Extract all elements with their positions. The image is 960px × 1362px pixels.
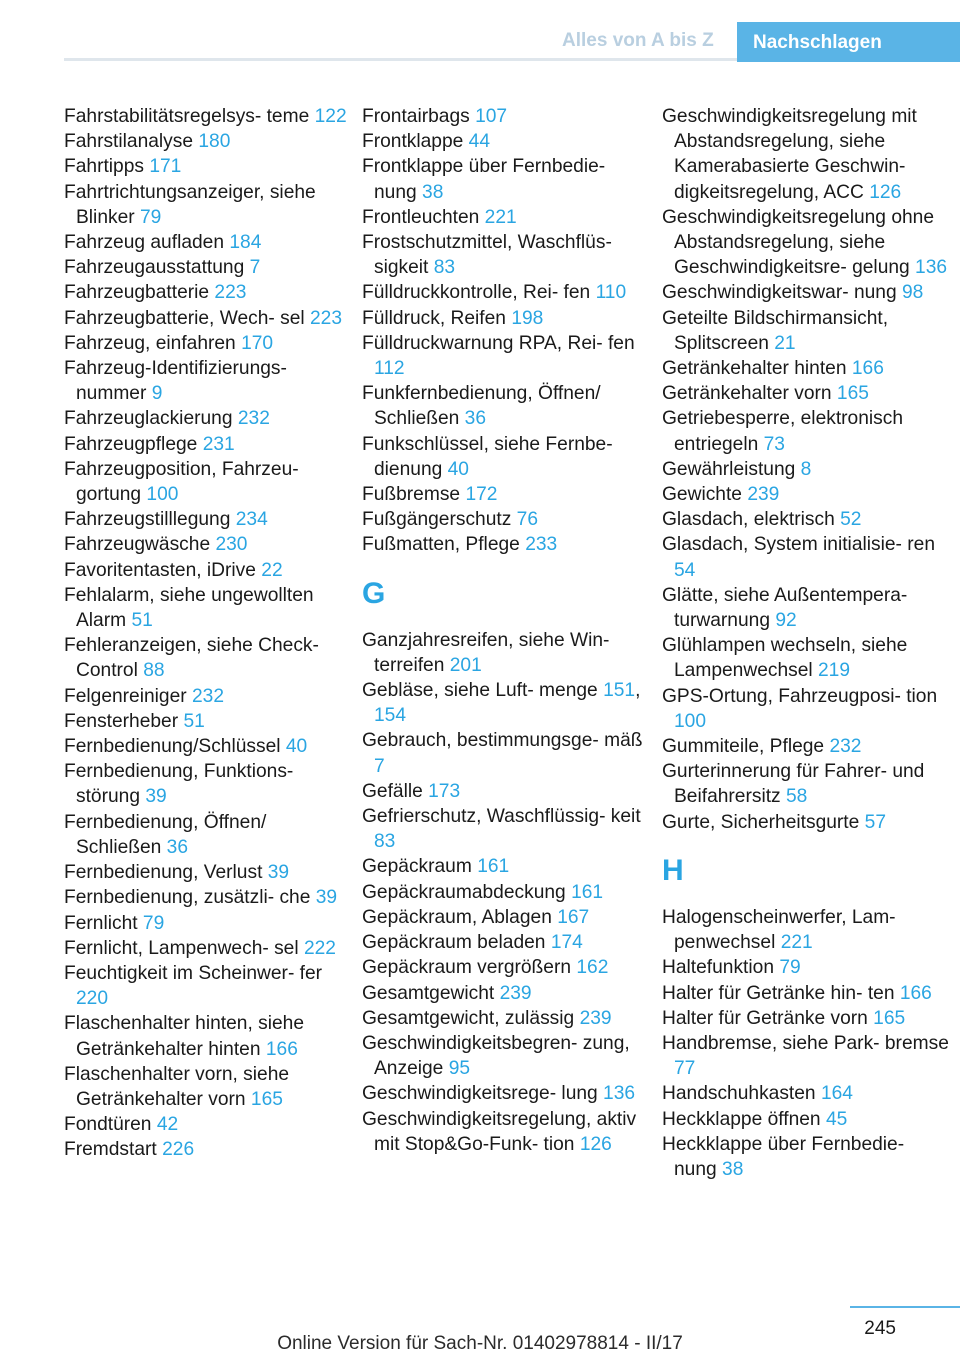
index-page-link[interactable]: 126 bbox=[579, 1133, 612, 1155]
index-entry-term: Gepäckraum, Ablagen bbox=[362, 906, 552, 928]
index-page-link[interactable]: 136 bbox=[603, 1083, 636, 1105]
index-page-link[interactable]: 165 bbox=[836, 383, 869, 405]
index-entry bbox=[64, 1112, 354, 1137]
index-entry-term: Fülldruckwarnung RPA, Rei- fen bbox=[362, 332, 635, 354]
index-entry-term: Funkschlüssel, siehe Fernbe- dienung bbox=[362, 433, 613, 480]
index-page-link[interactable]: 162 bbox=[576, 957, 609, 979]
index-entry bbox=[662, 532, 952, 582]
index-page-link[interactable]: 51 bbox=[183, 710, 205, 732]
index-entry-term: Geschwindigkeitsbegren- zung, Anzeige bbox=[362, 1032, 630, 1080]
index-entry-term: Frostschutzmittel, Waschflüs- sigkeit bbox=[362, 232, 612, 279]
index-page-link[interactable]: 88 bbox=[143, 660, 165, 682]
index-entry bbox=[64, 432, 354, 457]
index-page-link[interactable]: 57 bbox=[864, 811, 886, 833]
index-entry bbox=[662, 759, 952, 809]
index-entry bbox=[64, 759, 354, 809]
index-entry bbox=[64, 1062, 354, 1112]
index-entry bbox=[662, 684, 952, 734]
index-page-link[interactable]: 239 bbox=[747, 484, 780, 506]
index-page-link[interactable]: 110 bbox=[595, 282, 627, 304]
index-entry-term: Geschwindigkeitsregelung, aktiv mit Stop&Go-Funk- tion bbox=[362, 1108, 637, 1155]
index-entry bbox=[662, 905, 952, 955]
index-page-link[interactable]: 36 bbox=[464, 408, 487, 430]
index-entry-term: Fußgängerschutz bbox=[362, 509, 512, 531]
index-entry bbox=[362, 381, 652, 431]
index-entry-term: Glasdach, System initialisie- ren bbox=[662, 534, 935, 556]
header-section-title: Alles von A bis Z bbox=[562, 30, 714, 51]
index-entry bbox=[362, 779, 652, 804]
index-page-link[interactable]: 221 bbox=[484, 206, 517, 228]
index-page-link[interactable]: 174 bbox=[550, 932, 583, 954]
index-entry bbox=[64, 810, 354, 860]
index-page-link[interactable]: 92 bbox=[775, 610, 797, 632]
index-entry-term: Fahrzeug aufladen bbox=[64, 232, 225, 254]
index-entry-term: Glätte, siehe Außentempera- turwarnung bbox=[662, 584, 908, 632]
index-page-link[interactable]: 233 bbox=[525, 534, 558, 556]
index-entry bbox=[64, 154, 354, 179]
index-entry bbox=[64, 1011, 354, 1061]
index-entry bbox=[64, 129, 354, 154]
index-entry bbox=[64, 532, 354, 557]
index-entry bbox=[662, 356, 952, 381]
index-entry bbox=[662, 583, 952, 633]
index-entry bbox=[64, 961, 354, 1011]
index-page-link[interactable]: 165 bbox=[250, 1088, 283, 1110]
online-version-note: Online Version für Sach-Nr. 01402978814 - II/17 bbox=[277, 1333, 683, 1354]
index-page-link[interactable]: 164 bbox=[820, 1083, 853, 1105]
index-entry bbox=[362, 1006, 652, 1031]
index-page-link[interactable]: 79 bbox=[142, 912, 165, 934]
index-page-link[interactable]: 232 bbox=[192, 685, 225, 707]
index-entry-term: Fahrzeugpflege bbox=[64, 433, 198, 455]
index-entry-term: Fahrtipps bbox=[64, 156, 144, 178]
index-entry bbox=[64, 457, 354, 507]
header-chapter-label: Nachschlagen bbox=[753, 32, 882, 53]
index-entry bbox=[64, 709, 354, 734]
index-entry-term: Handbremse, siehe Park- bremse bbox=[662, 1032, 949, 1054]
index-letter-heading: G bbox=[362, 576, 386, 610]
index-entry-term: Fahrzeug, einfahren bbox=[64, 332, 236, 354]
header-chapter-tab bbox=[737, 22, 960, 62]
index-entry-term: Gurterinnerung für Fahrer- und Beifahrersitz bbox=[662, 761, 925, 808]
index-entry bbox=[64, 356, 354, 406]
index-entry-term: Fahrzeugwäsche bbox=[64, 534, 211, 556]
index-entry bbox=[662, 482, 952, 507]
index-page-link[interactable]: 54 bbox=[674, 559, 696, 581]
index-entry-term: Gefälle bbox=[362, 780, 423, 802]
index-entry-term: Feuchtigkeit im Scheinwer- fer bbox=[64, 962, 323, 984]
index-entry-term: Getränkehalter vorn bbox=[662, 383, 832, 405]
index-page-link[interactable]: 73 bbox=[763, 433, 785, 455]
index-entry-term: Gummiteile, Pflege bbox=[662, 736, 825, 758]
index-page-link[interactable]: 9 bbox=[151, 383, 163, 405]
index-entry-term: Haltefunktion bbox=[662, 957, 774, 979]
index-entry bbox=[64, 633, 354, 683]
index-page-link[interactable]: 161 bbox=[571, 881, 604, 903]
index-entry-term: Gepäckraum vergrößern bbox=[362, 957, 572, 979]
index-page-link[interactable]: 39 bbox=[315, 887, 338, 909]
index-entry-term: Frontleuchten bbox=[362, 206, 480, 228]
index-page-link[interactable]: 22 bbox=[261, 559, 283, 581]
index-entry bbox=[662, 406, 952, 456]
index-entry-term: Handschuhkasten bbox=[662, 1083, 816, 1105]
index-entry bbox=[662, 457, 952, 482]
index-entry-term: Fernlicht bbox=[64, 912, 138, 934]
index-entry-term: Frontklappe bbox=[362, 131, 464, 153]
index-page-link[interactable]: 180 bbox=[198, 131, 231, 153]
index-column-2 bbox=[362, 104, 652, 1157]
index-entry-term: Fülldruck, Reifen bbox=[362, 307, 506, 329]
index-page-link[interactable]: 7 bbox=[374, 755, 385, 777]
index-page-link[interactable]: 166 bbox=[851, 358, 884, 380]
index-entry-term: Fehlalarm, siehe ungewollten Alarm bbox=[64, 584, 314, 632]
index-page-link[interactable]: 223 bbox=[214, 282, 247, 304]
index-page-link[interactable]: 38 bbox=[722, 1158, 744, 1180]
index-page-link[interactable]: 79 bbox=[140, 206, 162, 228]
index-entry bbox=[662, 205, 952, 281]
index-column-3 bbox=[662, 104, 952, 1182]
index-entry-term: Gebrauch, bestimmungsge- mäß bbox=[362, 730, 643, 752]
index-entry bbox=[362, 628, 652, 678]
index-entry bbox=[64, 1137, 354, 1162]
index-entry-term: Fülldruckkontrolle, Rei- fen bbox=[362, 282, 591, 304]
index-page-link[interactable]: 77 bbox=[674, 1058, 696, 1080]
index-page-link[interactable]: 170 bbox=[241, 332, 274, 354]
index-page-link[interactable]: 40 bbox=[447, 458, 469, 480]
index-entry bbox=[662, 633, 952, 683]
index-entry-term: Fahrzeugbatterie bbox=[64, 282, 210, 304]
index-entry bbox=[362, 154, 652, 204]
index-page-link[interactable]: 171 bbox=[149, 156, 182, 178]
index-entry-term: Fernbedienung, Verlust bbox=[64, 862, 263, 884]
index-entry-term: Getriebesperre, elektronisch entriegeln bbox=[662, 408, 904, 455]
index-page-link[interactable]: 83 bbox=[374, 831, 396, 853]
index-page-link[interactable]: 167 bbox=[557, 906, 590, 928]
index-entry-term: Glasdach, elektrisch bbox=[662, 509, 835, 531]
index-entry bbox=[662, 1031, 952, 1081]
index-entry bbox=[362, 104, 652, 129]
index-page-link[interactable]: 136 bbox=[915, 257, 948, 279]
index-page-link[interactable]: 36 bbox=[166, 836, 189, 858]
index-entry-term: Gepäckraum bbox=[362, 856, 472, 878]
index-entry-term: Heckklappe über Fernbedie- nung bbox=[662, 1133, 905, 1180]
index-entry-term: Getränkehalter hinten bbox=[662, 358, 847, 380]
index-entry-term: Fußbremse bbox=[362, 484, 461, 506]
index-page-link[interactable]: 95 bbox=[448, 1058, 471, 1080]
index-page-link[interactable]: 40 bbox=[285, 736, 308, 758]
index-entry-term: Fondtüren bbox=[64, 1114, 152, 1136]
index-page-link[interactable]: 201 bbox=[449, 654, 482, 676]
index-entry-term: Fußmatten, Pflege bbox=[362, 534, 520, 556]
index-entry bbox=[662, 381, 952, 406]
index-entry bbox=[362, 804, 652, 854]
index-entry-term: Fahrzeugposition, Fahrzeu- gortung bbox=[64, 458, 299, 506]
index-entry bbox=[64, 180, 354, 230]
index-entry-term: Fahrstilanalyse bbox=[64, 131, 194, 153]
index-page-link[interactable]: 7 bbox=[249, 257, 261, 279]
index-entry bbox=[662, 1006, 952, 1031]
index-page-link[interactable]: 44 bbox=[468, 131, 491, 153]
footer-rule bbox=[850, 1306, 960, 1308]
index-entry bbox=[662, 1081, 952, 1106]
index-page-link[interactable]: 107 bbox=[475, 106, 508, 127]
index-entry-term: Favoritentasten, iDrive bbox=[64, 559, 256, 581]
index-entry-term: Fahrzeug-Identifizierungs- nummer bbox=[64, 358, 287, 405]
index-entry bbox=[662, 810, 952, 835]
index-page-link[interactable]: 45 bbox=[825, 1108, 848, 1130]
index-page-link[interactable]: 42 bbox=[156, 1114, 179, 1136]
index-page-link[interactable]: 231 bbox=[202, 433, 235, 455]
index-entry bbox=[64, 734, 354, 759]
index-entry bbox=[662, 104, 952, 205]
index-entry-term: Fehleranzeigen, siehe Check- Control bbox=[64, 635, 319, 682]
index-entry bbox=[362, 306, 652, 331]
index-page-link[interactable]: 100 bbox=[146, 484, 179, 506]
index-page-link[interactable]: 184 bbox=[229, 232, 262, 254]
index-page-link[interactable]: 83 bbox=[433, 257, 456, 279]
index-entry bbox=[662, 955, 952, 980]
index-page-link[interactable]: 100 bbox=[674, 710, 707, 732]
index-page-link[interactable]: 112 bbox=[374, 358, 405, 380]
index-entry-term: Halogenscheinwerfer, Lam- penwechsel bbox=[662, 906, 896, 954]
index-entry-term: Felgenreiniger bbox=[64, 685, 187, 707]
index-entry-term: Fahrzeugausstattung bbox=[64, 257, 245, 279]
index-page-link[interactable]: 51 bbox=[131, 610, 153, 632]
index-entry-term: Funkfernbedienung, Öffnen/ Schließen bbox=[362, 383, 601, 430]
index-entry-term: Fernbedienung/Schlüssel bbox=[64, 736, 281, 758]
index-entry bbox=[662, 280, 952, 305]
index-entry-term: Fahrstabilitätsregelsys- teme bbox=[64, 106, 310, 127]
index-entry-term: Geschwindigkeitsregelung mit Abstandsregelung, siehe Kamerabasierte Geschwin- digkeitsregelung, ACC bbox=[662, 106, 917, 203]
index-entry bbox=[362, 955, 652, 980]
index-entry bbox=[64, 331, 354, 356]
index-entry-term: Glühlampen wechseln, siehe Lampenwechsel bbox=[662, 635, 908, 682]
index-entry bbox=[64, 911, 354, 936]
index-page-link[interactable]: 98 bbox=[901, 282, 924, 304]
index-page-link[interactable]: 226 bbox=[162, 1139, 195, 1161]
index-page-link[interactable]: 122 bbox=[314, 106, 347, 127]
index-page-link[interactable]: 232 bbox=[237, 408, 270, 430]
index-entry bbox=[64, 684, 354, 709]
index-entry bbox=[662, 1107, 952, 1132]
index-entry bbox=[64, 280, 354, 305]
index-entry bbox=[362, 1107, 652, 1157]
index-entry-term: Heckklappe öffnen bbox=[662, 1108, 821, 1130]
index-entry bbox=[362, 129, 652, 154]
index-entry bbox=[362, 205, 652, 230]
index-entry bbox=[362, 230, 652, 280]
index-entry-term: GPS-Ortung, Fahrzeugposi- tion bbox=[662, 685, 938, 707]
index-entry-term: Fernbedienung, zusätzli- che bbox=[64, 887, 311, 909]
index-page-link[interactable]: 151 bbox=[603, 680, 636, 702]
index-entry bbox=[362, 880, 652, 905]
index-page-link[interactable]: 154 bbox=[374, 705, 407, 727]
index-entry-term: Flaschenhalter hinten, siehe Getränkehalter hinten bbox=[64, 1013, 304, 1060]
index-entry-term: Fahrzeugstilllegung bbox=[64, 509, 231, 531]
index-entry-term: Ganzjahresreifen, siehe Win- terreifen bbox=[362, 629, 610, 676]
index-entry-term: Geschwindigkeitsregelung ohne Abstandsregelung, siehe Geschwindigkeitsre- gelung bbox=[662, 206, 934, 279]
index-entry bbox=[64, 558, 354, 583]
index-entry bbox=[64, 255, 354, 280]
index-page-link[interactable]: 79 bbox=[779, 957, 801, 979]
index-entry-term: Frontklappe über Fernbedie- nung bbox=[362, 156, 606, 203]
index-entry bbox=[64, 860, 354, 885]
index-column-1 bbox=[64, 104, 354, 1163]
index-page-link[interactable]: 239 bbox=[499, 982, 532, 1004]
index-entry-term: Fernlicht, Lampenwech- sel bbox=[64, 937, 299, 959]
index-entry bbox=[362, 854, 652, 879]
index-entry-term: Geschwindigkeitsrege- lung bbox=[362, 1083, 598, 1105]
index-entry-term: Flaschenhalter vorn, siehe Getränkehalter vorn bbox=[64, 1063, 290, 1110]
index-entry-term: Gurte, Sicherheitsgurte bbox=[662, 811, 860, 833]
index-entry bbox=[662, 507, 952, 532]
index-entry-term: Gepäckraumabdeckung bbox=[362, 881, 566, 903]
page-number: 245 bbox=[864, 1318, 896, 1339]
index-entry-term: Gepäckraum beladen bbox=[362, 932, 546, 954]
index-page-link[interactable]: 222 bbox=[303, 937, 336, 959]
index-entry bbox=[64, 507, 354, 532]
index-entry bbox=[362, 507, 652, 532]
index-page-link[interactable]: 219 bbox=[818, 660, 851, 682]
index-entry-term: Frontairbags bbox=[362, 106, 470, 127]
index-entry bbox=[64, 306, 354, 331]
index-entry bbox=[662, 981, 952, 1006]
index-page-link[interactable]: 165 bbox=[873, 1007, 906, 1029]
index-page-link[interactable]: 172 bbox=[465, 484, 498, 506]
index-entry bbox=[64, 104, 354, 129]
index-entry-term: Halter für Getränke hin- ten bbox=[662, 982, 895, 1004]
index-entry bbox=[362, 331, 652, 381]
index-entry bbox=[362, 1031, 652, 1081]
index-page-link[interactable]: 239 bbox=[579, 1007, 612, 1029]
index-entry bbox=[64, 936, 354, 961]
index-page-link[interactable]: 232 bbox=[829, 736, 862, 758]
index-page-link[interactable]: 220 bbox=[76, 988, 109, 1010]
index-entry-term: Halter für Getränke vorn bbox=[662, 1007, 868, 1029]
index-entry-term: Gebläse, siehe Luft- menge bbox=[362, 680, 598, 702]
index-entry-term: Fensterheber bbox=[64, 710, 179, 732]
index-entry bbox=[662, 306, 952, 356]
index-entry bbox=[662, 734, 952, 759]
index-entry bbox=[662, 1132, 952, 1182]
index-page-link[interactable]: 221 bbox=[780, 932, 813, 954]
index-page-link[interactable]: 161 bbox=[477, 856, 510, 878]
index-entry: Gebläse, siehe Luft- menge 151, 154 bbox=[362, 680, 641, 727]
index-page-link[interactable]: 39 bbox=[267, 862, 290, 884]
index-entry-term: Geschwindigkeitswar- nung bbox=[662, 282, 897, 304]
index-page-link[interactable]: 198 bbox=[511, 307, 544, 329]
index-entry bbox=[64, 885, 354, 910]
index-page-link[interactable]: 21 bbox=[774, 332, 796, 354]
index-entry-term: Gesamtgewicht bbox=[362, 982, 495, 1004]
index-entry bbox=[362, 728, 652, 778]
index-entry-term: Fahrzeuglackierung bbox=[64, 408, 233, 430]
index-entry-term: Gewährleistung bbox=[662, 458, 796, 480]
index-entry bbox=[362, 1081, 652, 1106]
index-entry-term: Fernbedienung, Öffnen/ Schließen bbox=[64, 811, 267, 858]
index-page-link[interactable]: 8 bbox=[800, 458, 812, 480]
index-entry-term: Fahrtrichtungsanzeiger, siehe Blinker bbox=[64, 181, 316, 228]
index-entry-term: Geteilte Bildschirmansicht, Splitscreen bbox=[662, 307, 889, 354]
index-page-link[interactable]: 39 bbox=[145, 786, 167, 808]
index-entry bbox=[362, 981, 652, 1006]
index-page-link[interactable]: 126 bbox=[869, 181, 902, 203]
index-letter-heading: H bbox=[662, 853, 684, 887]
index-page-link[interactable]: 58 bbox=[785, 786, 808, 808]
index-page-link[interactable]: 166 bbox=[265, 1038, 298, 1060]
index-entry bbox=[362, 432, 652, 482]
index-entry bbox=[362, 905, 652, 930]
index-page-link[interactable]: 234 bbox=[235, 509, 268, 531]
index-page-link[interactable]: 173 bbox=[428, 780, 461, 802]
index-entry-term: Gewichte bbox=[662, 484, 742, 506]
index-entry bbox=[64, 583, 354, 633]
index-entry-term: Fremdstart bbox=[64, 1139, 157, 1161]
index-page-link[interactable]: 230 bbox=[215, 534, 248, 556]
index-entry-term: Gesamtgewicht, zulässig bbox=[362, 1007, 575, 1029]
index-entry-term: Fahrzeugbatterie, Wech- sel bbox=[64, 307, 305, 329]
index-page-link[interactable]: 223 bbox=[310, 307, 343, 329]
index-entry-term: Gefrierschutz, Waschflüssig- keit bbox=[362, 806, 641, 828]
index-page-link[interactable]: 52 bbox=[840, 509, 862, 531]
index-entry bbox=[362, 532, 652, 557]
index-entry-term: Fernbedienung, Funktions- störung bbox=[64, 761, 294, 808]
index-page-link[interactable]: 166 bbox=[899, 982, 932, 1004]
index-entry bbox=[64, 230, 354, 255]
index-entry bbox=[362, 482, 652, 507]
index-entry bbox=[362, 280, 652, 305]
index-entry bbox=[64, 406, 354, 431]
index-page-link[interactable]: 76 bbox=[516, 509, 538, 531]
index-page-link[interactable]: 38 bbox=[422, 181, 444, 203]
index-entry bbox=[362, 930, 652, 955]
